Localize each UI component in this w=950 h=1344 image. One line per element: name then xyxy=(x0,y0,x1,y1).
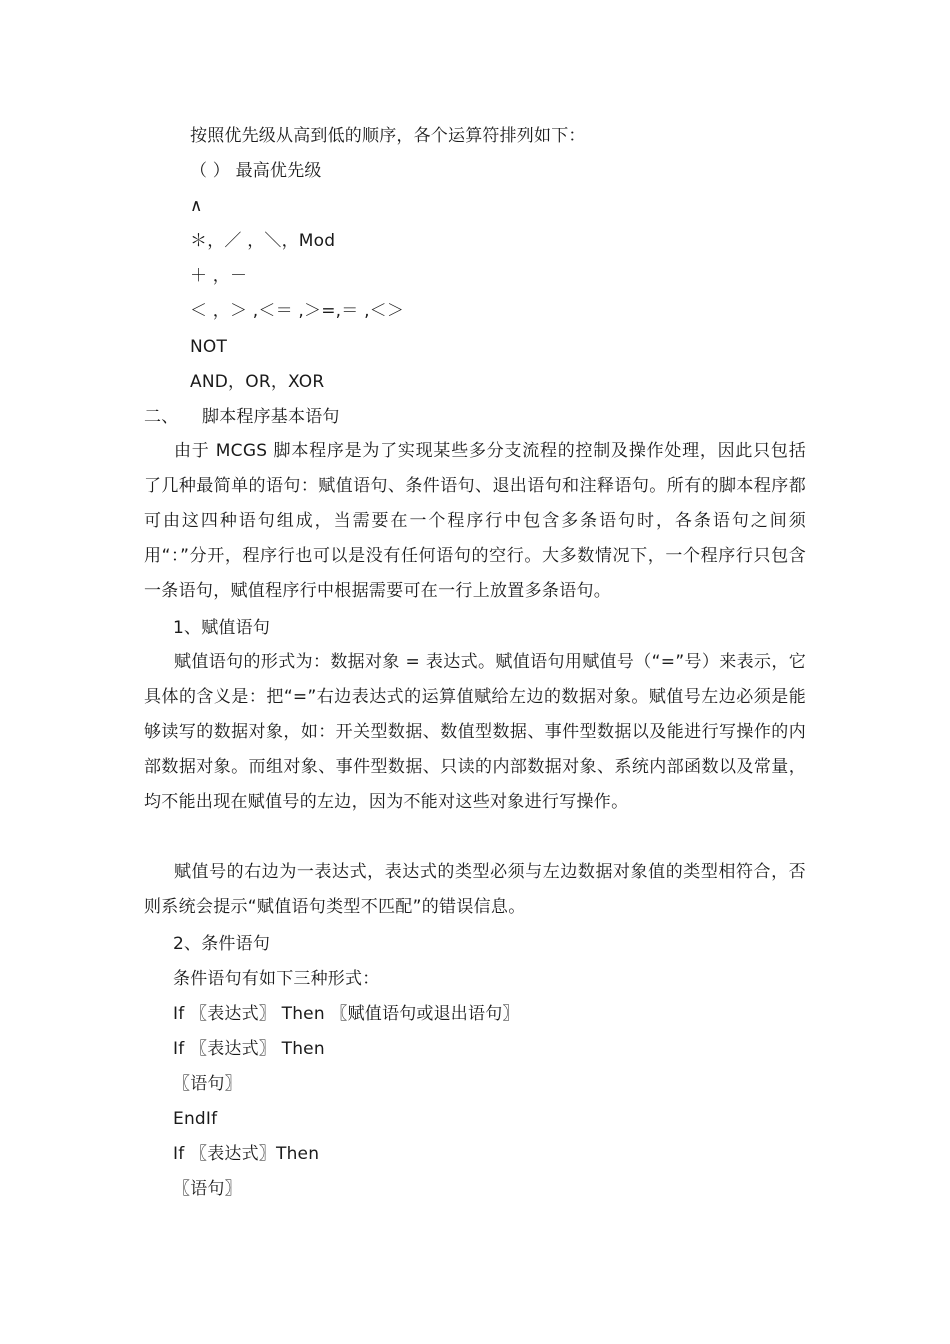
precedence-row-comparison: ＜ ，＞ ,＜＝ ,＞=,＝ ,＜＞ xyxy=(190,301,405,321)
assignment-paragraph-1: 赋值语句的形式为：数据对象 = 表达式。赋值语句用赋值号（“=”号）来表示，它具体的含义是：把“=”右边表达式的运算值赋给左边的数据对象。赋值号左边必须是能够读写的数据对象，如：开关型数据、数值型数据、事件型数据以及能进行写操作的内部数据对象。而组对象、事件型数据、只读的内部数据对象、系统内部函数以及常量，均不能出现在赋值号的左边，因为不能对这些对象进行写操作。 xyxy=(144,652,806,812)
precedence-row-parentheses: （ ） 最高优先级 xyxy=(190,161,322,181)
precedence-row-multiply-divide: ＊，／ ，＼，Mod xyxy=(190,231,336,251)
conditional-form-2-if: If 〖表达式〗 Then xyxy=(173,1039,325,1059)
conditional-form-2-statement: 〖语句〗 xyxy=(173,1074,242,1094)
precedence-row-logical: AND，OR，XOR xyxy=(190,372,325,392)
precedence-intro: 按照优先级从高到低的顺序，各个运算符排列如下： xyxy=(190,126,586,146)
conditional-form-3-if: If 〖表达式〗Then xyxy=(173,1144,320,1164)
assignment-heading: 1、赋值语句 xyxy=(173,618,271,638)
section-heading xyxy=(144,406,340,428)
section-title: 脚本程序基本语句 xyxy=(202,407,340,427)
conditional-intro: 条件语句有如下三种形式： xyxy=(173,969,380,989)
conditional-form-3-statement: 〖语句〗 xyxy=(173,1179,242,1199)
conditional-heading: 2、条件语句 xyxy=(173,934,271,954)
precedence-row-add-subtract: ＋ ，－ xyxy=(190,266,248,286)
precedence-row-not: NOT xyxy=(190,337,228,357)
assignment-paragraph-2: 赋值号的右边为一表达式，表达式的类型必须与左边数据对象值的类型相符合，否则系统会提示“赋值语句类型不匹配”的错误信息。 xyxy=(144,862,806,917)
section-intro-paragraph: 由于 MCGS 脚本程序是为了实现某些多分支流程的控制及操作处理，因此只包括了几种最简单的语句：赋值语句、条件语句、退出语句和注释语句。所有的脚本程序都可由这四种语句组成，当需要在一个程序行中包含多条语句时，各条语句之间须用“：”分开，程序行也可以是没有任何语句的空行。大多数情况下，一个程序行只包含一条语句，赋值程序行中根据需要可在一行上放置多条语句。 xyxy=(144,441,806,601)
precedence-row-power: ∧ xyxy=(190,196,203,216)
conditional-form-1: If 〖表达式〗 Then 〖赋值语句或退出语句〗 xyxy=(173,1004,520,1024)
conditional-form-2-endif: EndIf xyxy=(173,1109,218,1129)
section-number: 二、 xyxy=(144,407,179,427)
